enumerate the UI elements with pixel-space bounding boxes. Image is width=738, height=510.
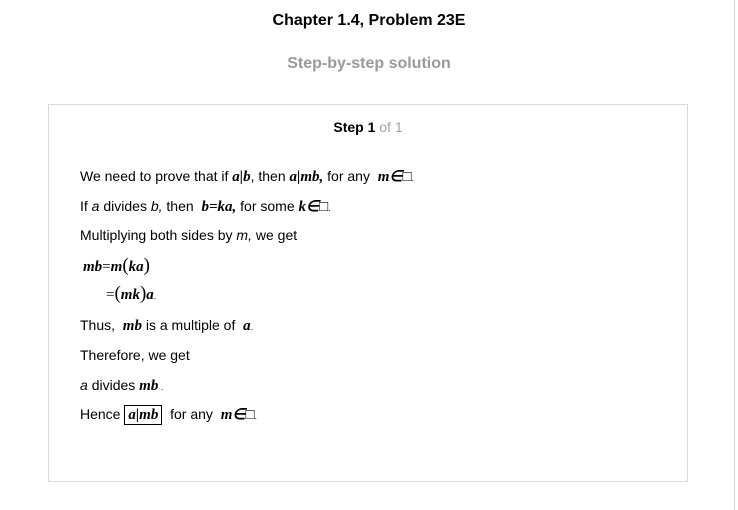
text: for any [170, 406, 213, 422]
text: Thus, [80, 317, 116, 333]
text: , then [250, 168, 286, 184]
math-a: a [146, 287, 154, 303]
var-a: a [91, 198, 100, 214]
var-a: a [80, 377, 88, 393]
text: is a multiple of [145, 317, 236, 333]
text: Multiplying both sides by [80, 227, 233, 243]
step-indicator [49, 119, 687, 135]
text: divides [103, 198, 147, 214]
math-a-divides-b: a|b [232, 169, 251, 185]
paren-close: ) [139, 283, 147, 304]
equation-line-1 [83, 255, 150, 277]
paren-close: ) [143, 255, 150, 276]
page-subtitle: Step-by-step solution [287, 55, 451, 72]
solution-line-2 [80, 197, 331, 216]
text: divides [91, 377, 136, 393]
step-label: Step 1 [333, 119, 376, 135]
math-m-in-set: m∈□ [377, 169, 412, 185]
math-m: m [110, 259, 123, 275]
period: . [254, 411, 258, 421]
page-title: Chapter 1.4, Problem 23E [272, 12, 466, 29]
solution-line-3 [80, 227, 297, 243]
var-m: m, [236, 227, 252, 243]
text: for any [327, 168, 370, 184]
text: Hence [80, 406, 121, 422]
solution-card [48, 104, 688, 482]
page-edge-rule [734, 0, 735, 510]
math-ka: ka [128, 259, 144, 275]
math-k-in-set: k∈□ [298, 199, 329, 215]
solution-line-1 [80, 167, 414, 186]
text: we get [255, 227, 298, 243]
equals-sign: = [106, 287, 115, 303]
solution-line-divides [80, 377, 163, 395]
text: then [166, 198, 194, 214]
math-b-equals-ka: b=ka, [201, 199, 237, 215]
paren-open: ( [122, 255, 129, 276]
math-m-in-set: m∈□ [220, 407, 255, 423]
text: If [80, 198, 88, 214]
var-b: b, [150, 198, 163, 214]
text: for some [240, 198, 295, 214]
math-mb: mb [122, 318, 142, 334]
equation-line-2 [106, 283, 156, 305]
math-a-divides-mb: a|mb, [289, 169, 324, 185]
period: . [328, 203, 331, 213]
text: We need to prove that if [80, 168, 229, 184]
period: . [158, 382, 164, 392]
math-mb: mb [139, 378, 159, 394]
math-mk: mk [120, 287, 140, 303]
boxed-result: a|mb [124, 405, 162, 425]
math-mb: mb [83, 259, 103, 275]
solution-line-hence [80, 405, 257, 425]
solution-line-thus [80, 317, 253, 335]
paren-open: ( [114, 283, 121, 304]
step-count: of 1 [379, 119, 403, 135]
equals-sign: = [102, 259, 111, 275]
period: . [250, 322, 254, 332]
period: . [411, 173, 415, 183]
period: . [153, 291, 157, 301]
math-a: a [243, 318, 251, 334]
solution-line-therefore: Therefore, we get [80, 347, 190, 363]
